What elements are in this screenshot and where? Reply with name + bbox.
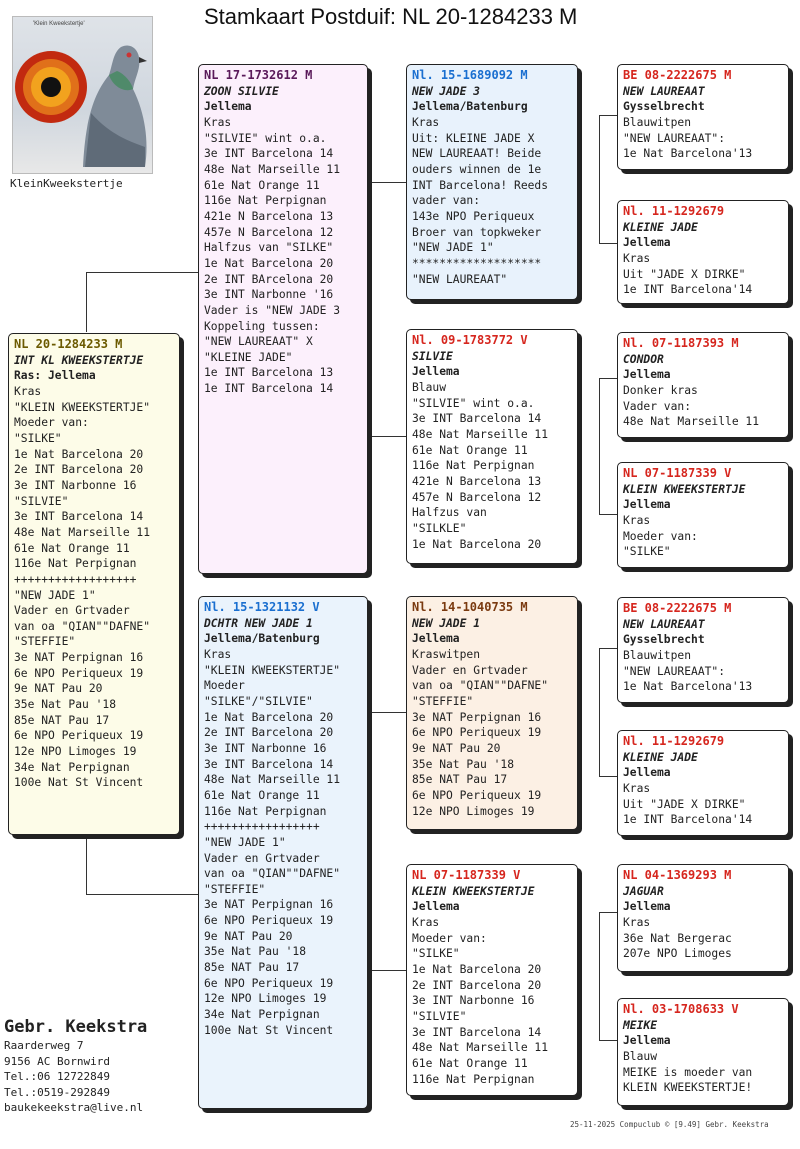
card-line: 3e INT Barcelona 14 bbox=[412, 412, 542, 426]
card-line: 3e NAT Perpignan 16 bbox=[412, 710, 542, 724]
pigeon-name: KLEIN KWEEKSTERTJE bbox=[412, 884, 535, 898]
ring-number: Nl. 15-1321132 V bbox=[204, 600, 320, 614]
pigeon-name: NEW LAUREAAT bbox=[623, 617, 705, 631]
connector-line bbox=[599, 378, 600, 514]
card-line: 48e Nat Marseille 11 bbox=[623, 415, 760, 429]
pigeon-owner: Jellema bbox=[623, 498, 671, 512]
card-line: Moeder van: bbox=[412, 931, 487, 945]
connector-line bbox=[599, 912, 600, 1040]
card-line: Koppeling tussen: bbox=[204, 319, 320, 333]
breeder-name: Gebr. Keekstra bbox=[4, 1017, 148, 1037]
pigeon-owner: Gysselbrecht bbox=[623, 100, 705, 114]
pigeon-name: INT KL KWEEKSTERTJE bbox=[14, 353, 144, 367]
card-line: "NEW LAUREAAT" bbox=[412, 272, 508, 286]
card-line: ******************* bbox=[412, 256, 542, 270]
ring-number: NL 07-1187339 V bbox=[623, 466, 732, 480]
pigeon-owner: Gysselbrecht bbox=[623, 633, 705, 647]
connector-line bbox=[599, 378, 617, 379]
card-line: 2e INT Barcelona 20 bbox=[412, 978, 542, 992]
card-line: 3e INT Narbonne 16 bbox=[204, 741, 327, 755]
card-line: Moeder van: bbox=[623, 529, 698, 543]
dd-sire-card[interactable] bbox=[617, 864, 789, 972]
breeder-line: 9156 AC Bornwird bbox=[4, 1054, 110, 1068]
card-line: 1e Nat Barcelona 20 bbox=[204, 710, 334, 724]
pigeon-name: KLEINE JADE bbox=[623, 750, 698, 764]
card-line: Kras bbox=[412, 115, 440, 129]
card-line: 1e Nat Barcelona 20 bbox=[204, 256, 334, 270]
card-line: "SILKE"/"SILVIE" bbox=[204, 694, 313, 708]
pigeon-name: CONDOR bbox=[623, 352, 664, 366]
card-line: 35e Nat Pau '18 bbox=[204, 945, 307, 959]
card-line: 6e NPO Periqueux 19 bbox=[412, 726, 542, 740]
breeder-line: Tel.:06 12722849 bbox=[4, 1070, 110, 1083]
pigeon-name: SILVIE bbox=[412, 349, 453, 363]
card-line: 100e Nat St Vincent bbox=[204, 1023, 334, 1037]
card-line: 34e Nat Perpignan bbox=[204, 1008, 320, 1022]
sd-sire-card[interactable] bbox=[617, 332, 789, 438]
card-line: 1e INT Barcelona'14 bbox=[623, 813, 753, 827]
card-line: ++++++++++++++++++ bbox=[14, 572, 137, 586]
card-line: 6e NPO Periqueux 19 bbox=[412, 788, 542, 802]
card-line: 34e Nat Perpignan bbox=[14, 760, 130, 774]
ring-number: Nl. 07-1187393 M bbox=[623, 336, 739, 350]
ring-number: Nl. 11-1292679 bbox=[623, 204, 725, 218]
card-line: 116e Nat Perpignan bbox=[412, 459, 535, 473]
ss-dam-card[interactable] bbox=[617, 200, 789, 304]
card-line: 1e INT Barcelona 13 bbox=[204, 366, 334, 380]
card-lines bbox=[623, 251, 783, 298]
card-line: 1e INT Barcelona'14 bbox=[623, 283, 753, 297]
card-line: 61e Nat Orange 11 bbox=[412, 1056, 528, 1070]
card-line: vader van: bbox=[412, 194, 481, 208]
card-line: Uit: KLEINE JADE X bbox=[412, 131, 535, 145]
card-line: Uit "JADE X DIRKE" bbox=[623, 267, 746, 281]
card-line: ouders winnen de 1e bbox=[412, 162, 542, 176]
card-line: Kras bbox=[412, 915, 440, 929]
card-line: 1e Nat Barcelona'13 bbox=[623, 680, 753, 694]
connector-line bbox=[599, 648, 600, 776]
card-line: Halfzus van bbox=[412, 506, 487, 520]
ring-number: NL 07-1187339 V bbox=[412, 868, 521, 882]
card-line: "SILKE" bbox=[412, 947, 460, 961]
pigeon-owner: Jellema bbox=[623, 766, 671, 780]
card-line: "NEW LAUREAAT": bbox=[623, 664, 726, 678]
sire-card[interactable] bbox=[198, 64, 368, 574]
connector-line bbox=[368, 436, 406, 437]
connector-line bbox=[599, 514, 617, 515]
card-line: Broer van topkweker bbox=[412, 225, 542, 239]
card-line: Vader en Grtvader bbox=[412, 663, 528, 677]
card-line: "NEW LAUREAAT" X bbox=[204, 335, 313, 349]
card-line: "STEFFIE" bbox=[204, 882, 266, 896]
card-line: 3e INT Barcelona 14 bbox=[14, 510, 144, 524]
card-lines bbox=[623, 648, 783, 695]
pigeon-name: KLEINE JADE bbox=[623, 220, 698, 234]
connector-line bbox=[86, 272, 198, 273]
card-line: Blauwitpen bbox=[623, 115, 692, 129]
card-lines bbox=[412, 380, 572, 552]
card-line: 1e INT Barcelona 14 bbox=[204, 382, 334, 396]
card-line: Blauw bbox=[623, 1049, 658, 1063]
pigeon-image bbox=[13, 17, 152, 173]
card-line: 6e NPO Periqueux 19 bbox=[204, 976, 334, 990]
card-lines bbox=[623, 1049, 783, 1096]
pigeon-name: DCHTR NEW JADE 1 bbox=[204, 616, 313, 630]
card-line: 116e Nat Perpignan bbox=[204, 804, 327, 818]
connector-line bbox=[86, 834, 87, 894]
card-line: Vader en Grtvader bbox=[204, 851, 320, 865]
ds-dam-card[interactable] bbox=[617, 730, 789, 836]
card-line: van oa "QIAN""DAFNE" bbox=[14, 619, 151, 633]
card-line: 35e Nat Pau '18 bbox=[412, 757, 515, 771]
card-line: 3e INT Barcelona 14 bbox=[412, 1025, 542, 1039]
card-line: 61e Nat Orange 11 bbox=[204, 788, 320, 802]
card-line: 457e N Barcelona 12 bbox=[204, 225, 334, 239]
card-lines bbox=[412, 915, 572, 1087]
card-line: 1e Nat Barcelona'13 bbox=[623, 147, 753, 161]
card-line: Vader van: bbox=[623, 399, 692, 413]
connector-line bbox=[599, 776, 617, 777]
card-line: 35e Nat Pau '18 bbox=[14, 698, 117, 712]
card-line: "SILVIE" bbox=[412, 1009, 467, 1023]
ring-number: Nl. 11-1292679 bbox=[623, 734, 725, 748]
pigeon-owner: Jellema bbox=[412, 365, 460, 379]
card-line: Kras bbox=[204, 647, 232, 661]
pigeon-owner: Jellema bbox=[412, 632, 460, 646]
card-line: 48e Nat Marseille 11 bbox=[204, 773, 341, 787]
connector-line bbox=[368, 182, 369, 436]
breeder-email[interactable]: baukekeekstra@live.nl bbox=[4, 1101, 144, 1114]
card-lines bbox=[623, 383, 783, 430]
connector-line bbox=[599, 115, 600, 243]
card-line: 116e Nat Perpignan bbox=[204, 194, 327, 208]
card-line: 100e Nat St Vincent bbox=[14, 776, 144, 790]
ring-number: BE 08-2222675 M bbox=[623, 68, 732, 82]
footer-credit: 25-11-2025 Compuclub © [9.49] Gebr. Keekstra bbox=[570, 1120, 769, 1129]
ring-number: Nl. 14-1040735 M bbox=[412, 600, 528, 614]
card-line: 48e Nat Marseille 11 bbox=[412, 427, 549, 441]
card-line: Moeder van: bbox=[14, 416, 89, 430]
card-line: 116e Nat Perpignan bbox=[412, 1072, 535, 1086]
card-line: KLEIN KWEEKSTERTJE! bbox=[623, 1081, 753, 1095]
connector-line bbox=[368, 712, 369, 970]
connector-line bbox=[599, 115, 617, 116]
pigeon-name: MEIKE bbox=[623, 1018, 658, 1032]
ring-number: NL 04-1369293 M bbox=[623, 868, 732, 882]
dam-card[interactable] bbox=[198, 596, 368, 1109]
card-line: 421e N Barcelona 13 bbox=[204, 209, 334, 223]
card-line: 48e Nat Marseille 11 bbox=[412, 1041, 549, 1055]
card-line: "NEW JADE 1" bbox=[204, 835, 286, 849]
card-line: 2e INT Barcelona 20 bbox=[14, 463, 144, 477]
card-line: Halfzus van "SILKE" bbox=[204, 241, 334, 255]
sire-sire-card[interactable] bbox=[406, 64, 578, 300]
pigeon-name: ZOON SILVIE bbox=[204, 84, 279, 98]
card-line: 3e INT Barcelona 14 bbox=[204, 147, 334, 161]
card-line: 3e INT Narbonne 16 bbox=[14, 478, 137, 492]
card-line: "SILKE" bbox=[14, 431, 62, 445]
pigeon-name: NEW LAUREAAT bbox=[623, 84, 705, 98]
card-line: 1e Nat Barcelona 20 bbox=[14, 447, 144, 461]
card-line: "KLEIN KWEEKSTERTJE" bbox=[14, 400, 151, 414]
card-line: 6e NPO Periqueux 19 bbox=[204, 914, 334, 928]
card-line: Kras bbox=[204, 115, 232, 129]
connector-line bbox=[368, 970, 406, 971]
card-line: "SILVIE" wint o.a. bbox=[204, 131, 327, 145]
sd-dam-card[interactable] bbox=[617, 462, 789, 568]
connector-line bbox=[368, 182, 406, 183]
pigeon-name: KLEIN KWEEKSTERTJE bbox=[623, 482, 746, 496]
card-line: "SILVIE" wint o.a. bbox=[412, 396, 535, 410]
ring-number: NL 17-1732612 M bbox=[204, 68, 313, 82]
subject-card[interactable] bbox=[8, 333, 180, 835]
connector-line bbox=[599, 648, 617, 649]
card-line: MEIKE is moeder van bbox=[623, 1065, 753, 1079]
dd-dam-card[interactable] bbox=[617, 998, 789, 1106]
ring-number: Nl. 03-1708633 V bbox=[623, 1002, 739, 1016]
card-line: 3e NAT Perpignan 16 bbox=[14, 651, 144, 665]
ring-number: BE 08-2222675 M bbox=[623, 601, 732, 615]
card-line: 61e Nat Orange 11 bbox=[412, 443, 528, 457]
card-lines bbox=[14, 384, 174, 791]
pigeon-owner: Ras: Jellema bbox=[14, 369, 96, 383]
pigeon-owner: Jellema/Batenburg bbox=[204, 632, 320, 646]
photo-inner-text: 'Klein Kweekstertje' bbox=[33, 21, 85, 27]
card-line: 3e INT Narbonne '16 bbox=[204, 288, 334, 302]
pigeon-owner: Jellema bbox=[623, 368, 671, 382]
card-line: 3e INT Barcelona 14 bbox=[204, 757, 334, 771]
pigeon-owner: Jellema bbox=[204, 100, 252, 114]
card-line: 116e Nat Perpignan bbox=[14, 557, 137, 571]
connector-line bbox=[599, 1040, 617, 1041]
card-line: INT Barcelona! Reeds bbox=[412, 178, 549, 192]
pigeon-owner: Jellema bbox=[623, 236, 671, 250]
card-line: 85e NAT Pau 17 bbox=[204, 961, 300, 975]
card-lines bbox=[623, 115, 783, 162]
card-line: 48e Nat Marseille 11 bbox=[204, 162, 341, 176]
card-line: Kras bbox=[623, 915, 651, 929]
card-line: 12e NPO Limoges 19 bbox=[14, 745, 137, 759]
card-line: Kras bbox=[623, 251, 651, 265]
card-lines bbox=[623, 915, 783, 962]
card-line: 9e NAT Pau 20 bbox=[204, 929, 293, 943]
pigeon-name: NEW JADE 1 bbox=[412, 616, 481, 630]
card-line: Kras bbox=[14, 384, 42, 398]
connector-line bbox=[86, 894, 198, 895]
card-line: 12e NPO Limoges 19 bbox=[204, 992, 327, 1006]
card-line: 85e NAT Pau 17 bbox=[412, 773, 508, 787]
card-line: "NEW LAUREAAT": bbox=[623, 131, 726, 145]
card-line: 61e Nat Orange 11 bbox=[204, 178, 320, 192]
connector-line bbox=[599, 243, 617, 244]
pigeon-owner: Jellema bbox=[623, 1034, 671, 1048]
ring-number: Nl. 15-1689092 M bbox=[412, 68, 528, 82]
card-line: 3e INT Narbonne 16 bbox=[412, 994, 535, 1008]
card-lines bbox=[412, 115, 572, 287]
card-line: "SILKLE" bbox=[412, 521, 467, 535]
pigeon-owner: Jellema bbox=[623, 900, 671, 914]
page-title: Stamkaart Postduif: NL 20-1284233 M bbox=[204, 4, 578, 29]
breeder-line: Raarderweg 7 bbox=[4, 1039, 84, 1052]
ring-number: Nl. 09-1783772 V bbox=[412, 333, 528, 347]
card-line: 1e Nat Barcelona 20 bbox=[412, 537, 542, 551]
pigeon-owner: Jellema/Batenburg bbox=[412, 100, 528, 114]
card-line: 61e Nat Orange 11 bbox=[14, 541, 130, 555]
card-line: 9e NAT Pau 20 bbox=[412, 741, 501, 755]
ring-number: NL 20-1284233 M bbox=[14, 337, 123, 351]
card-line: Vader is "NEW JADE 3 bbox=[204, 303, 341, 317]
photo-caption: KleinKweekstertje bbox=[10, 177, 123, 190]
sire-dam-card[interactable] bbox=[406, 329, 578, 564]
card-line: 1e Nat Barcelona 20 bbox=[412, 962, 542, 976]
card-lines bbox=[623, 781, 783, 828]
card-line: NEW LAUREAAT! Beide bbox=[412, 147, 542, 161]
card-line: Moeder bbox=[204, 679, 245, 693]
dam-sire-card[interactable] bbox=[406, 596, 578, 830]
card-line: 6e NPO Periqueux 19 bbox=[14, 729, 144, 743]
card-lines bbox=[204, 115, 362, 397]
card-line: "KLEINE JADE" bbox=[204, 350, 293, 364]
ds-sire-card[interactable] bbox=[617, 597, 789, 703]
connector-line bbox=[599, 912, 617, 913]
card-line: 12e NPO Limoges 19 bbox=[412, 804, 535, 818]
card-line: "NEW JADE 1" bbox=[412, 241, 494, 255]
ss-sire-card[interactable] bbox=[617, 64, 789, 170]
pigeon-name: JAGUAR bbox=[623, 884, 664, 898]
breeder-line: Tel.:0519-292849 bbox=[4, 1085, 110, 1099]
card-line: 48e Nat Marseille 11 bbox=[14, 525, 151, 539]
card-line: 457e N Barcelona 12 bbox=[412, 490, 542, 504]
card-line: Uit "JADE X DIRKE" bbox=[623, 797, 746, 811]
card-line: 2e INT BArcelona 20 bbox=[204, 272, 334, 286]
card-line: 207e NPO Limoges bbox=[623, 947, 732, 961]
card-line: Vader en Grtvader bbox=[14, 604, 130, 618]
dam-dam-card[interactable] bbox=[406, 864, 578, 1096]
card-line: "SILVIE" bbox=[14, 494, 69, 508]
card-line: 85e NAT Pau 17 bbox=[14, 713, 110, 727]
card-line: "NEW JADE 1" bbox=[14, 588, 96, 602]
breeder-block bbox=[4, 1016, 147, 1116]
card-line: 6e NPO Periqueux 19 bbox=[14, 666, 144, 680]
card-line: "SILKE" bbox=[623, 545, 671, 559]
connector-line bbox=[368, 712, 406, 713]
card-line: "KLEIN KWEEKSTERTJE" bbox=[204, 663, 341, 677]
card-line: 3e NAT Perpignan 16 bbox=[204, 898, 334, 912]
card-line: Kras bbox=[623, 513, 651, 527]
card-line: Kras bbox=[623, 781, 651, 795]
card-line: 143e NPO Periqueux bbox=[412, 209, 535, 223]
card-line: 9e NAT Pau 20 bbox=[14, 682, 103, 696]
card-line: 421e N Barcelona 13 bbox=[412, 474, 542, 488]
connector-line bbox=[86, 272, 87, 332]
card-line: Blauw bbox=[412, 380, 447, 394]
card-line: 36e Nat Bergerac bbox=[623, 931, 732, 945]
card-line: Kraswitpen bbox=[412, 647, 481, 661]
card-line: Donker kras bbox=[623, 383, 698, 397]
card-line: +++++++++++++++++ bbox=[204, 820, 320, 834]
card-line: "STEFFIE" bbox=[412, 694, 474, 708]
card-line: van oa "QIAN""DAFNE" bbox=[412, 679, 549, 693]
card-lines bbox=[623, 513, 783, 560]
card-lines bbox=[412, 647, 572, 819]
pigeon-owner: Jellema bbox=[412, 900, 460, 914]
card-line: 2e INT Barcelona 20 bbox=[204, 726, 334, 740]
card-line: Blauwitpen bbox=[623, 648, 692, 662]
card-line: "STEFFIE" bbox=[14, 635, 76, 649]
pigeon-photo bbox=[12, 16, 153, 174]
card-lines bbox=[204, 647, 362, 1038]
pigeon-name: NEW JADE 3 bbox=[412, 84, 481, 98]
card-line: van oa "QIAN""DAFNE" bbox=[204, 867, 341, 881]
